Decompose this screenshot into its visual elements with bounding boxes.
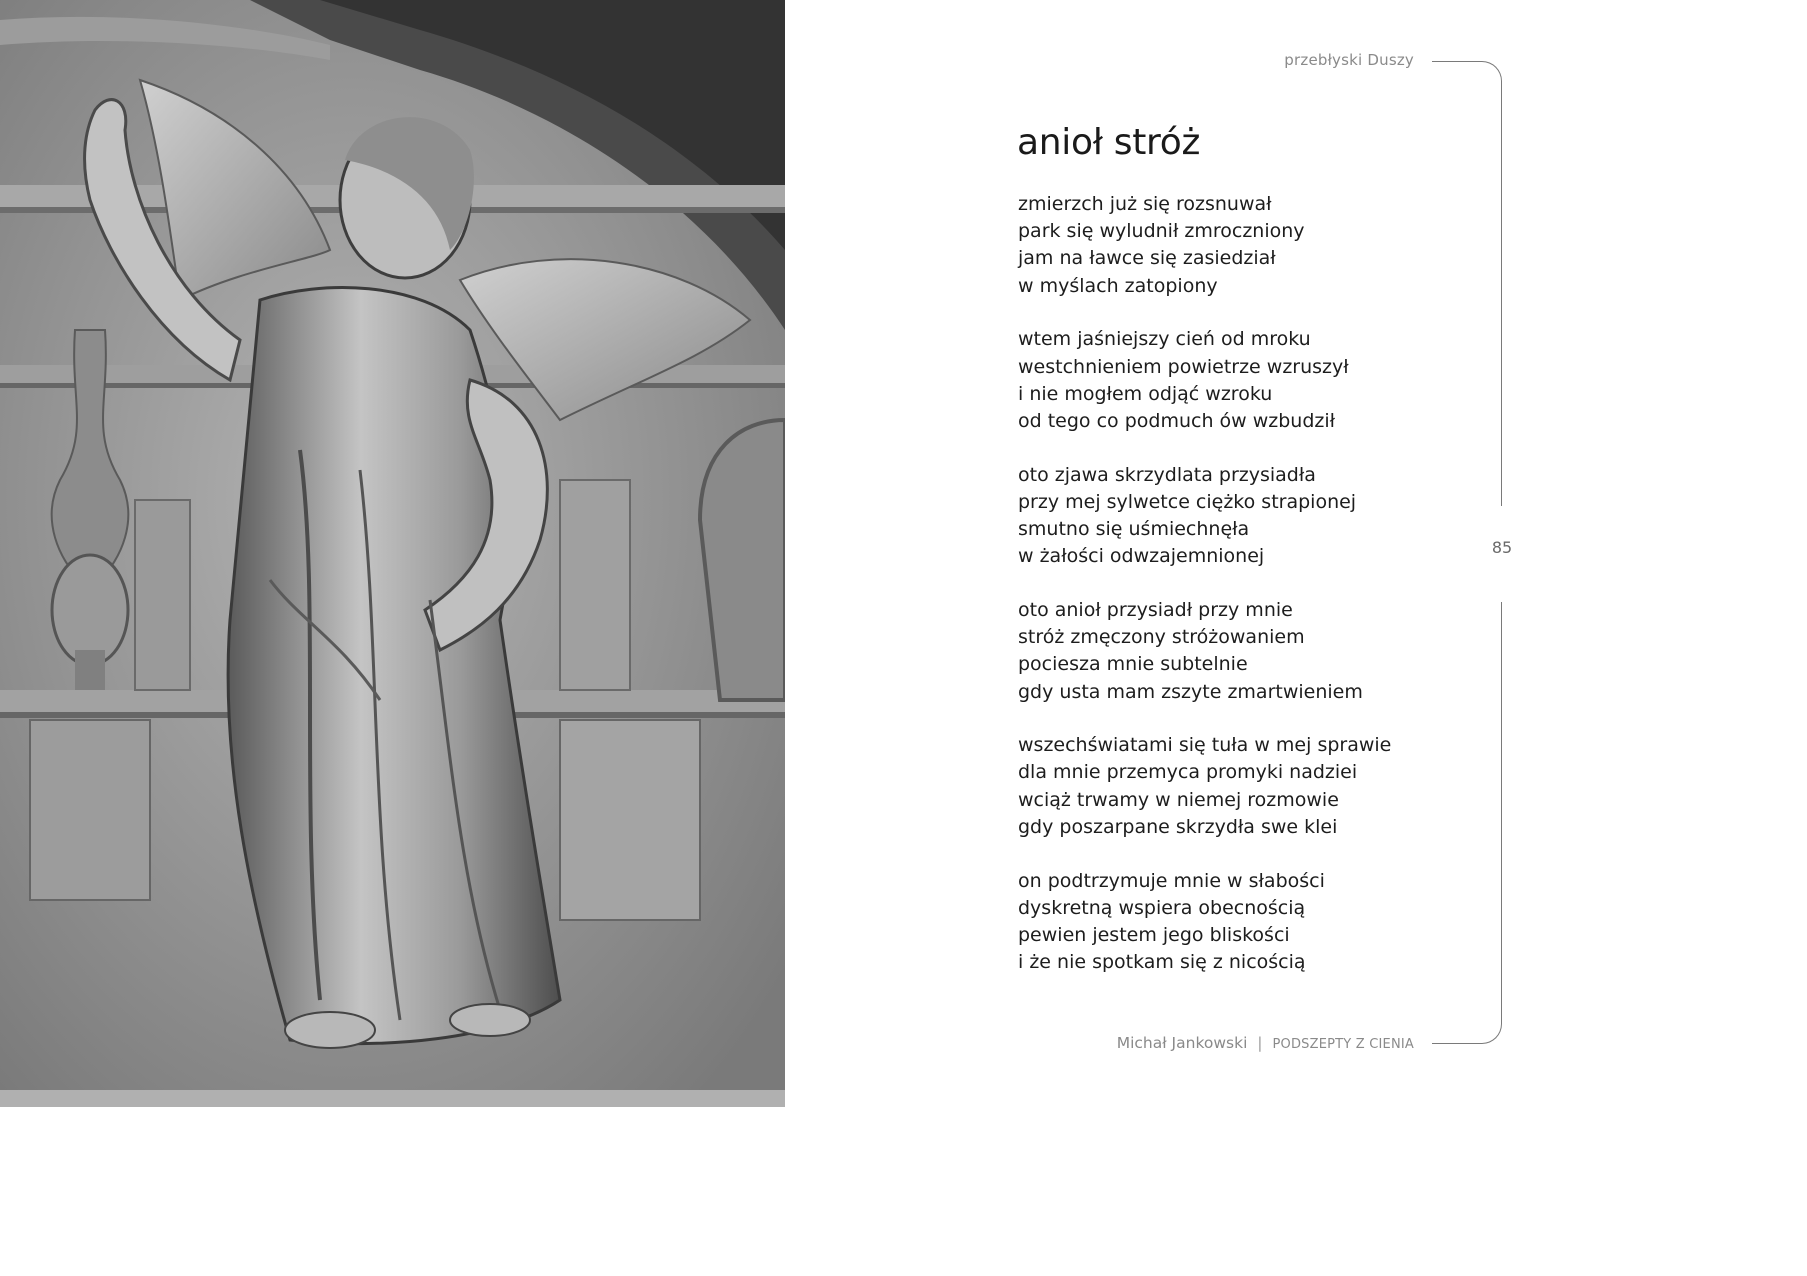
poem-line: on podtrzymuje mnie w słabości xyxy=(1018,869,1325,892)
book-title: PODSZEPTY Z CIENIA xyxy=(1272,1037,1414,1052)
poem-line: park się wyludnił zmroczniony xyxy=(1018,220,1305,243)
page-number: 85 xyxy=(1491,538,1513,557)
stanza xyxy=(1018,868,1438,977)
poem-line: i nie mogłem odjąć wzroku xyxy=(1018,382,1273,405)
poem-line: i że nie spotkam się z nicością xyxy=(1018,951,1306,974)
poem-line: oto zjawa skrzydlata przysiadła xyxy=(1018,463,1316,486)
poem-title: anioł stróż xyxy=(1017,122,1201,163)
angel-relief-photo xyxy=(0,0,785,1107)
page-frame-line-bottom xyxy=(1432,602,1502,1044)
poem-line: od tego co podmuch ów wzbudził xyxy=(1018,409,1336,432)
running-head: przebłyski Duszy xyxy=(1284,51,1414,69)
poem-line: wtem jaśniejszy cień od mroku xyxy=(1018,328,1311,351)
poem-line: gdy poszarpane skrzydła swe klei xyxy=(1018,815,1338,838)
poem-line: wszechświatami się tuła w mej sprawie xyxy=(1018,734,1392,757)
stanza xyxy=(1018,597,1438,706)
poem-line: dyskretną wspiera obecnością xyxy=(1018,896,1306,919)
poem-line: oto anioł przysiadł przy mnie xyxy=(1018,598,1293,621)
poem-line: stróż zmęczony stróżowaniem xyxy=(1018,626,1305,649)
poem-line: wciąż trwamy w niemej rozmowie xyxy=(1018,788,1339,811)
stanza xyxy=(1018,191,1438,300)
poem-line: przy mej sylwetce ciężko strapionej xyxy=(1018,490,1357,513)
poem-line: w żałości odwzajemnionej xyxy=(1018,545,1265,568)
poem-line: westchnieniem powietrze wzruszył xyxy=(1018,355,1349,378)
poem-line: gdy usta mam zszyte zmartwieniem xyxy=(1018,680,1363,703)
poem-line: w myślach zatopiony xyxy=(1018,274,1218,297)
poem-line: jam na ławce się zasiedział xyxy=(1018,247,1276,270)
stanza xyxy=(1018,326,1438,435)
poem-line: dla mnie przemyca promyki nadziei xyxy=(1018,761,1358,784)
poem-line: zmierzch już się rozsnuwał xyxy=(1018,193,1272,215)
stanza xyxy=(1018,462,1438,571)
poem-line: pewien jestem jego bliskości xyxy=(1018,923,1290,946)
poem-line: pociesza mnie subtelnie xyxy=(1018,653,1248,676)
poem-line: smutno się uśmiechnęła xyxy=(1018,518,1250,541)
footer-separator: | xyxy=(1257,1034,1263,1052)
page-footer xyxy=(1117,1034,1414,1052)
author-name: Michał Jankowski xyxy=(1116,1034,1248,1052)
poem-body xyxy=(1018,191,1438,1003)
page-frame-line-top xyxy=(1432,61,1502,506)
stanza xyxy=(1018,732,1438,841)
